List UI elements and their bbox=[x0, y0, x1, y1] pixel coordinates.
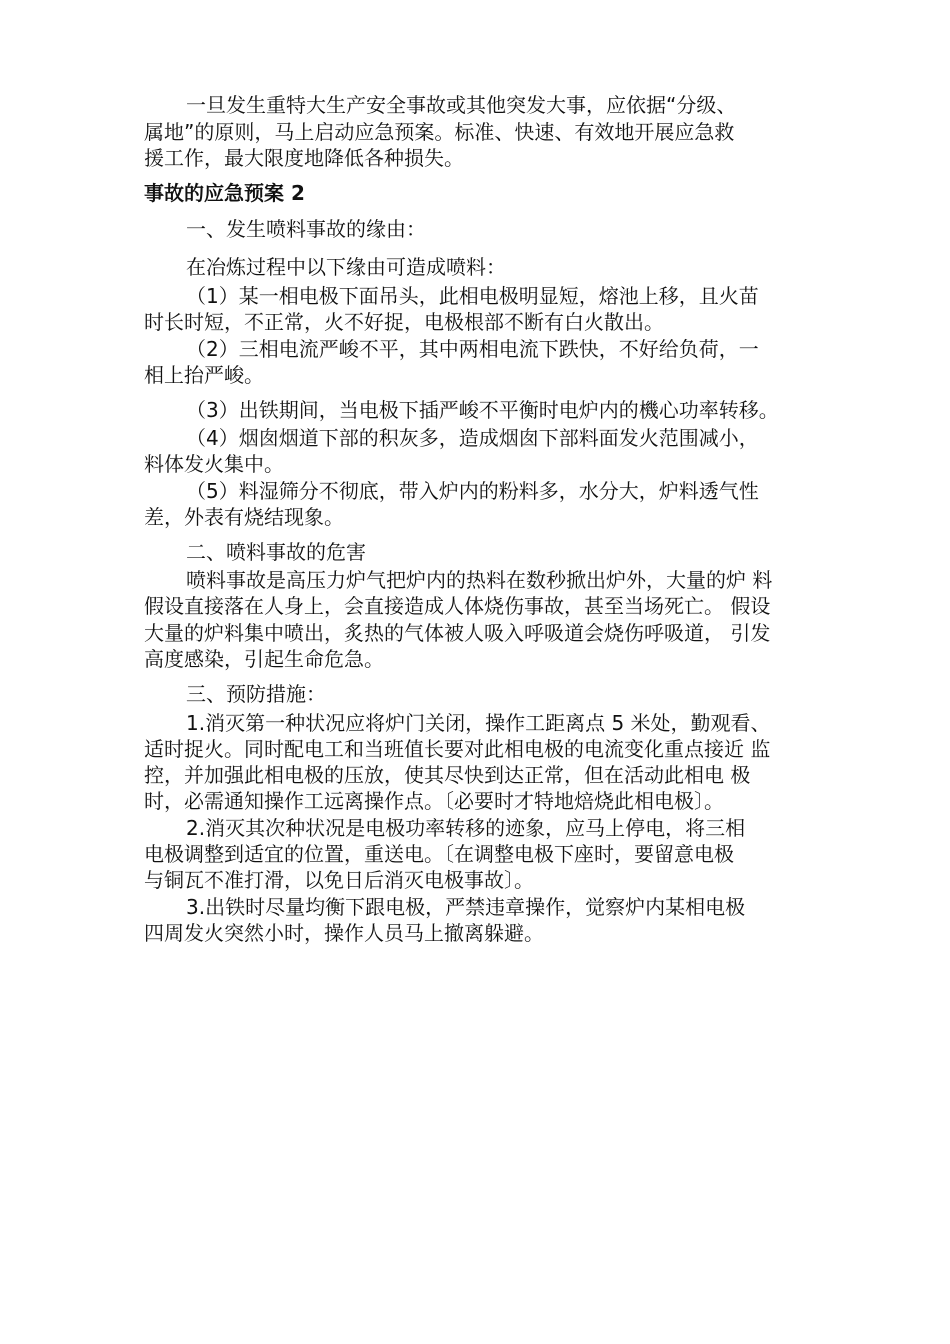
cause-5-line-1: （5）料湿筛分不彻底，带入炉内的粉料多，水分大，炉料透气性 bbox=[186, 479, 759, 503]
hazards-line-2: 假设直接落在人身上，会直接造成人体烧伤事故，甚至当场死亡。 假设 bbox=[144, 594, 771, 618]
hazards-line-4: 高度感染，引起生命危急。 bbox=[144, 647, 384, 671]
hazards-line-3: 大量的炉料集中喷出，炙热的气体被人吸入呼吸道会烧伤呼吸道， 引发 bbox=[144, 621, 771, 645]
measure-2-line-3: 与铜瓦不准打滑，以免日后消灭电极事故〕。 bbox=[144, 868, 534, 892]
cause-4-line-1: （4）烟囱烟道下部的积灰多，造成烟囱下部料面发火范围减小， bbox=[186, 426, 759, 450]
cause-2-line-2: 相上抬严峻。 bbox=[144, 363, 264, 387]
measure-3-line-2: 四周发火突然小时，操作人员马上撤离躲避。 bbox=[144, 921, 544, 945]
measure-2-line-2: 电极调整到适宜的位置，重送电。〔在调整电极下座时，要留意电极 bbox=[144, 842, 734, 866]
cause-4-line-2: 料体发火集中。 bbox=[144, 452, 284, 476]
causes-intro: 在冶炼过程中以下缘由可造成喷料： bbox=[186, 255, 506, 279]
heading-prevention: 三、预防措施： bbox=[186, 682, 326, 706]
measure-1-line-3: 控，并加强此相电极的压放，使其尽快到达正常，但在活动此相电 极 bbox=[144, 763, 751, 787]
measure-1-line-4: 时，必需通知操作工远离操作点。〔必要时才特地焙烧此相电极〕。 bbox=[144, 789, 724, 813]
hazards-line-1: 喷料事故是高压力炉气把炉内的热料在数秒掀出炉外，大量的炉 料 bbox=[186, 568, 773, 592]
cause-3: （3）出铁期间，当电极下插严峻不平衡时电炉内的機心功率转移。 bbox=[186, 398, 779, 422]
measure-3-line-1: 3.出铁时尽量均衡下跟电极，严禁违章操作，觉察炉内某相电极 bbox=[186, 895, 746, 919]
cause-1-line-1: （1）某一相电极下面吊头，此相电极明显短，熔池上移，且火苗 bbox=[186, 284, 759, 308]
measure-1-line-1: 1.消灭第一种状况应将炉门关闭，操作工距离点 5 米处，勤观看、 bbox=[186, 711, 771, 735]
section-title: 事故的应急预案 2 bbox=[144, 181, 305, 205]
intro-line-2: 属地”的原则，马上启动应急预案。标准、快速、有效地开展应急救 bbox=[144, 120, 735, 144]
cause-1-line-2: 时长时短，不正常，火不好捉，电极根部不断有白火散出。 bbox=[144, 310, 664, 334]
heading-causes: 一、发生喷料事故的缘由： bbox=[186, 217, 426, 241]
heading-hazards: 二、喷料事故的危害 bbox=[186, 540, 366, 564]
intro-line-3: 援工作，最大限度地降低各种损失。 bbox=[144, 146, 464, 170]
measure-1-line-2: 适时捉火。同时配电工和当班值长要对此相电极的电流变化重点接近 监 bbox=[144, 737, 771, 761]
cause-5-line-2: 差，外表有烧结现象。 bbox=[144, 505, 344, 529]
intro-line-1: 一旦发生重特大生产安全事故或其他突发大事，应依据“分级、 bbox=[186, 93, 737, 117]
measure-2-line-1: 2.消灭其次种状况是电极功率转移的迹象，应马上停电，将三相 bbox=[186, 816, 746, 840]
cause-2-line-1: （2）三相电流严峻不平，其中两相电流下跌快，不好给负荷，一 bbox=[186, 337, 759, 361]
